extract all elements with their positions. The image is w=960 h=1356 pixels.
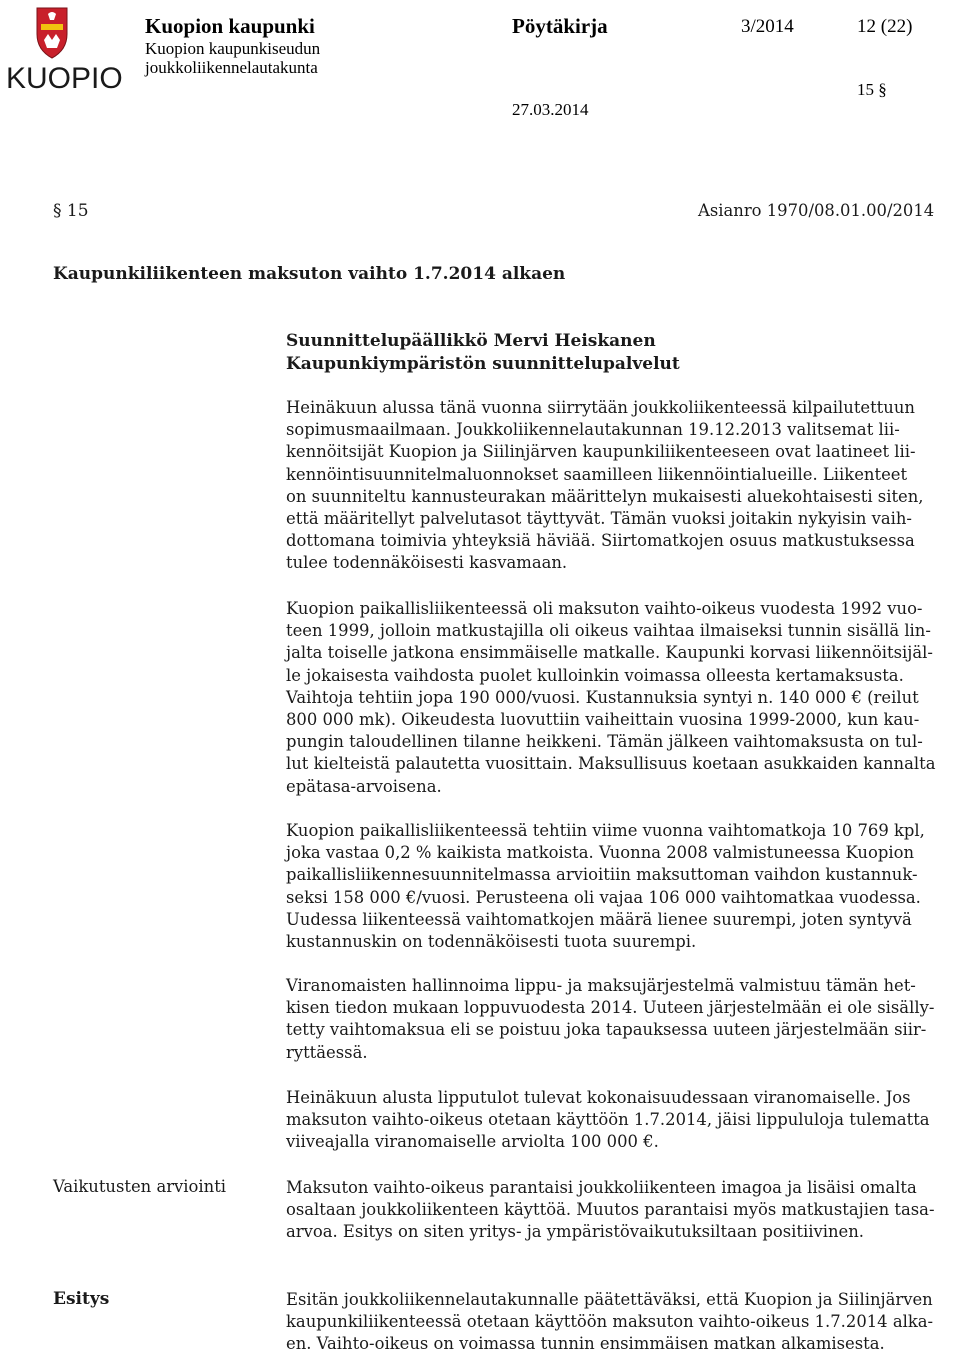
presenter-unit: Kaupunkiympäristön suunnittelupalvelut <box>286 354 680 374</box>
org-name: Kuopion kaupunki <box>145 14 315 38</box>
paragraph-line: maksuton vaihto-oikeus otetaan käyttöön 1.7.2014, jäisi lippululoja tulematta <box>286 1110 930 1130</box>
paragraph-line: joka vastaa 0,2 % kaikista matkoista. Vuonna 2008 valmistuneessa Kuopion <box>286 843 915 863</box>
paragraph-4 <box>286 975 951 1064</box>
paragraph-line: sopimusmaailmaan. Joukkoliikennelautakunnan 19.12.2013 valitsemat lii- <box>286 420 900 440</box>
paragraph-line: Vaihtoja tehtiin jopa 190 000/vuosi. Kustannuksia syntyi n. 140 000 € (reilut <box>286 687 919 707</box>
section-ref: 15 § <box>857 80 887 99</box>
paragraph-line: dottomana toimivia yhteyksiä häviää. Siirtomatkojen osuus matkustuksessa <box>286 531 915 551</box>
paragraph-line: Uudessa liikenteessä vaihtomatkojen määrä lienee suurempi, joten syntyvä <box>286 909 912 929</box>
proposal-text <box>286 1289 951 1356</box>
page-number: 12 (22) <box>857 16 913 37</box>
doc-type: Pöytäkirja <box>512 14 608 38</box>
doc-number: 3/2014 <box>741 16 794 37</box>
proposal-label: Esitys <box>53 1289 110 1309</box>
paragraph-line: seksi 158 000 €/vuosi. Perusteena oli vajaa 106 000 vaihtomatkaa vuodessa. <box>286 887 921 907</box>
impact-text <box>286 1177 951 1244</box>
paragraph-line: Esitän joukkoliikennelautakunnalle päätettäväksi, että Kuopion ja Siilinjärven <box>286 1290 933 1309</box>
paragraph-line: kisen tiedon mukaan loppuvuodesta 2014. Uuteen järjestelmään ei ole sisälly- <box>286 998 935 1018</box>
paragraph-5 <box>286 1087 951 1154</box>
paragraph-line: jalta toiselle jatkona ensimmäiselle matkalle. Kaupunki korvasi liikennöitsijäl- <box>286 643 933 663</box>
paragraph-line: Maksuton vaihto-oikeus parantaisi joukkoliikenteen imagoa ja lisäisi omalta <box>286 1178 917 1197</box>
paragraph-line: osaltaan joukkoliikenteen käyttöä. Muutos parantaisi myös matkustajien tasa- <box>286 1200 935 1220</box>
committee-line-2: joukkoliikennelautakunta <box>145 58 318 77</box>
committee-line-1: Kuopion kaupunkiseudun <box>145 39 321 58</box>
paragraph-line: pungin taloudellinen tilanne heikkeni. Tämän jälkeen vaihtomaksusta on tul- <box>286 732 923 752</box>
section-title: Kaupunkiliikenteen maksuton vaihto 1.7.2014 alkaen <box>53 264 566 284</box>
paragraph-line: Kuopion paikallisliikenteessä tehtiin viime vuonna vaihtomatkoja 10 769 kpl, <box>286 821 925 840</box>
paragraph-line: en. Vaihto-oikeus on voimassa tunnin ensimmäisen matkan alkamisesta. <box>286 1334 885 1354</box>
paragraph-line: 800 000 mk). Oikeudesta luovuttiin vaiheittain vuosina 1999-2000, kun kau- <box>286 710 920 730</box>
asianro: Asianro 1970/08.01.00/2014 <box>698 201 935 220</box>
paragraph-line: Heinäkuun alussa tänä vuonna siirrytään joukkoliikenteessä kilpailutettuun <box>286 398 915 417</box>
paragraph-line: Kuopion paikallisliikenteessä oli maksuton vaihto-oikeus vuodesta 1992 vuo- <box>286 599 923 618</box>
paragraph-line: kennöitsijät Kuopion ja Siilinjärven kaupunkiliikenteeseen ovat laatineet lii- <box>286 442 916 462</box>
paragraph-line: epätasa-arvoisena. <box>286 776 442 796</box>
logo-text: KUOPIO <box>6 62 123 95</box>
paragraph-line: lut kielteistä palautetta vuosittain. Maksullisuus koetaan asukkaiden kannalta <box>286 754 936 774</box>
meeting-date: 27.03.2014 <box>512 100 589 119</box>
coat-of-arms-icon <box>4 4 100 64</box>
paragraph-line: tulee todennäköisesti kasvamaan. <box>286 553 568 573</box>
paragraph-line: teen 1999, jolloin matkustajilla oli oikeus vaihtaa ilmaiseksi tunnin sisällä lin- <box>286 621 931 641</box>
paragraph-line: le jokaisesta vaihdosta puolet kulloinkin voimassa olleesta kertamaksusta. <box>286 665 904 685</box>
paragraph-line: paikallisliikennesuunnitelmassa arvioitiin maksuttoman vaihdon kustannuk- <box>286 865 918 885</box>
paragraph-line: Viranomaisten hallinnoima lippu- ja maksujärjestelmä valmistuu tämän het- <box>286 976 916 995</box>
section-number: § 15 <box>53 201 89 221</box>
paragraph-line: että määritellyt palvelutasot täyttyvät. Tämän vuoksi joitakin nykyisin vaih- <box>286 509 912 529</box>
paragraph-2 <box>286 598 951 798</box>
presenter-name: Suunnittelupäällikkö Mervi Heiskanen <box>286 331 656 351</box>
paragraph-line: Heinäkuun alusta lipputulot tulevat kokonaisuudessaan viranomaiselle. Jos <box>286 1088 911 1107</box>
kuopio-logo <box>4 4 123 96</box>
paragraph-line: tetty vaihtomaksua eli se poistuu joka tapauksessa uuteen järjestelmään siir- <box>286 1020 927 1040</box>
impact-label: Vaikutusten arviointi <box>53 1177 227 1196</box>
paragraph-3 <box>286 820 951 953</box>
paragraph-line: viiveajalla viranomaiselle arviolta 100 000 €. <box>286 1132 659 1152</box>
paragraph-line: on suunniteltu kannusteurakan määrittelyn mukaisesti aluekohtaisesti siten, <box>286 486 924 506</box>
paragraph-1 <box>286 397 951 575</box>
paragraph-line: ryttäessä. <box>286 1042 368 1062</box>
paragraph-line: kennöintisuunnitelmaluonnokset saamilleen liikennöintialueille. Liikenteet <box>286 464 908 484</box>
paragraph-line: arvoa. Esitys on siten yritys- ja ympäristövaikutuksiltaan positiivinen. <box>286 1222 865 1242</box>
paragraph-line: kaupunkiliikenteessä otetaan käyttöön maksuton vaihto-oikeus 1.7.2014 alka- <box>286 1312 934 1332</box>
paragraph-line: kustannuskin on todennäköisesti tuota suurempi. <box>286 932 697 952</box>
